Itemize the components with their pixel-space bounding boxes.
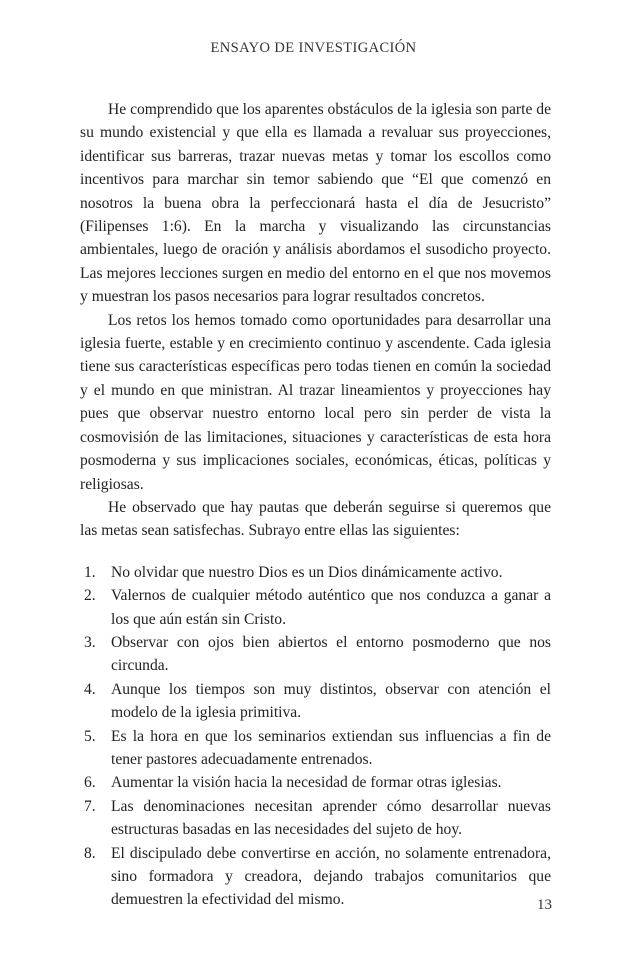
numbered-list <box>80 561 551 912</box>
list-item-text: Valernos de cualquier método auténtico que nos conduzca a ganar a los que aún están sin Cristo. <box>111 587 551 628</box>
paragraph: Los retos los hemos tomado como oportunidades para desarrollar una iglesia fuerte, estable y en crecimiento continuo y ascendente. Cada iglesia tiene sus características específicas pero todas tienen en común la sociedad y el mundo en que ministran. Al trazar lineamientos y proyecciones hay pues que observar nuestro entorno local pero sin perder de vista la cosmovisión de las limitaciones, situaciones y características de esta hora posmoderna y sus implicaciones sociales, económicas, éticas, políticas y religiosas. <box>80 311 551 493</box>
list-item <box>80 584 551 631</box>
list-item-number: 1. <box>84 563 96 581</box>
list-item-number: 5. <box>84 727 96 745</box>
list-item-text: Observar con ojos bien abiertos el entorno posmoderno que nos circunda. <box>111 633 551 675</box>
body-text <box>80 98 551 912</box>
paragraph: He comprendido que los aparentes obstáculos de la iglesia son parte de su mundo existencial y que ella es llamada a revaluar sus proyecciones, identificar sus barreras, trazar nuevas metas y tomar los escollos como incentivos para marchar sin temor sabiendo que “El que comenzó en nosotros la buena obra la perfeccionará hasta el día de Jesucristo” (Filipenses 1:6). En la marcha y visualizando las circunstancias ambientales, luego de oración y análisis abordamos el susodicho proyecto. Las mejores lecciones surgen en medio del entorno en el que nos movemos y muestran los pasos necesarios para lograr resultados concretos. <box>80 101 551 306</box>
page-number: 13 <box>537 897 552 913</box>
list-item <box>80 561 551 584</box>
list-item-number: 3. <box>84 633 96 651</box>
list-item-text: Las denominaciones necesitan aprender cómo desarrollar nuevas estructuras basadas en las necesidades del sujeto de hoy. <box>111 797 551 839</box>
list-item-text: Es la hora en que los seminarios extiendan sus influencias a fin de tener pastores adecuadamente entrenados. <box>111 727 551 768</box>
list-item <box>80 771 551 794</box>
list-item <box>80 725 551 772</box>
list-item-number: 6. <box>84 774 96 792</box>
list-item-text: El discipulado debe convertirse en acción, no solamente entrenadora, sino formadora y creadora, dejando trabajos comunitarios que demuestren la efectividad del mismo. <box>111 844 551 909</box>
list-item <box>80 842 551 912</box>
list-item-text: Aumentar la visión hacia la necesidad de formar otras iglesias. <box>111 774 502 792</box>
paragraph: He observado que hay pautas que deberán seguirse si queremos que las metas sean satisfechas. Subrayo entre ellas las siguientes: <box>80 498 551 540</box>
list-item <box>80 678 551 725</box>
list-item-text: No olvidar que nuestro Dios es un Dios dinámicamente activo. <box>111 563 503 581</box>
list-item <box>80 631 551 678</box>
list-item <box>80 795 551 842</box>
running-head: ENSAYO DE INVESTIGACIÓN <box>210 40 417 56</box>
list-item-number: 7. <box>84 797 96 815</box>
list-item-text: Aunque los tiempos son muy distintos, observar con atención el modelo de la iglesia primitiva. <box>111 680 551 722</box>
list-item-number: 2. <box>84 587 96 605</box>
list-item-number: 8. <box>84 844 96 862</box>
list-item-number: 4. <box>84 680 96 698</box>
